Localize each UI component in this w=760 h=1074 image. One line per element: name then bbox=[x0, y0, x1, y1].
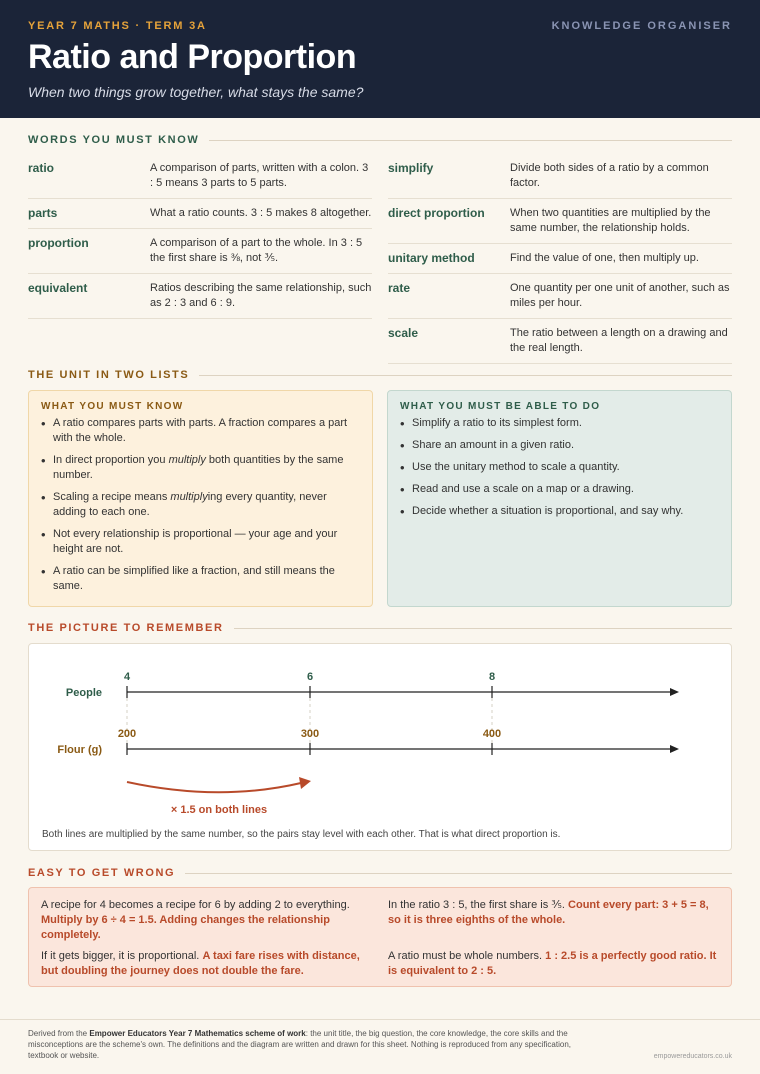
misconception-fix: 1 : 2.5 is a perfectly good ratio. It is equivalent to 2 : 5. bbox=[388, 950, 717, 977]
footer-post: : the unit title, the big question, the core knowledge, the core skills and the misconceptions are the scheme's own. The definitions and the diagram are written and drawn for this sheet. Nothing is reproduced from any specification, textbook or website. bbox=[28, 1029, 571, 1060]
section-picture-label: THE PICTURE TO REMEMBER bbox=[28, 622, 224, 634]
vocab-row bbox=[388, 244, 732, 274]
flour-axis-arrow-icon bbox=[670, 745, 679, 753]
vocab-definition: Divide both sides of a ratio by a common factor. bbox=[510, 162, 709, 189]
people-axis-label: People bbox=[65, 687, 102, 699]
misconception-item bbox=[388, 898, 723, 943]
section-divider bbox=[199, 375, 732, 376]
section-divider bbox=[209, 140, 732, 141]
vocab-row bbox=[388, 274, 732, 319]
proportion-diagram bbox=[28, 643, 732, 851]
vocab-term: rate bbox=[388, 281, 411, 295]
vocab-term: simplify bbox=[388, 161, 434, 175]
vocab-row bbox=[28, 274, 372, 319]
vocab-definition: What a ratio counts. 3 : 5 makes 8 altogether. bbox=[150, 207, 372, 219]
do-list bbox=[400, 416, 719, 519]
vocabulary-column-right bbox=[388, 154, 732, 364]
header bbox=[0, 0, 760, 118]
do-heading: WHAT YOU MUST BE ABLE TO DO bbox=[400, 401, 601, 412]
misconception-fix: Multiply by 6 ÷ 4 = 1.5. Adding changes the relationship completely. bbox=[41, 914, 330, 941]
people-tick-label: 6 bbox=[306, 671, 314, 683]
section-divider bbox=[185, 873, 732, 874]
people-axis-arrow-icon bbox=[670, 688, 679, 696]
know-box bbox=[28, 390, 373, 607]
know-item: • Scaling a recipe means multiplying every quantity, never adding to each one. bbox=[41, 490, 360, 520]
footer-note bbox=[28, 1028, 588, 1061]
know-item: • A ratio compares parts with parts. A fraction compares a part with the whole. bbox=[41, 416, 360, 446]
vocab-row bbox=[388, 319, 732, 364]
vocab-term: ratio bbox=[28, 161, 55, 175]
misconception-item bbox=[41, 898, 376, 943]
know-item: • Not every relationship is proportional — your age and your height are not. bbox=[41, 527, 360, 557]
flour-axis-label: Flour (g) bbox=[57, 744, 102, 756]
vocab-row bbox=[28, 154, 372, 199]
section-picture-heading bbox=[28, 622, 732, 634]
vocab-definition: The ratio between a length on a drawing and the real length. bbox=[510, 327, 728, 354]
know-heading: WHAT YOU MUST KNOW bbox=[41, 401, 184, 412]
misconception-text: A ratio must be whole numbers. bbox=[388, 950, 543, 962]
misconception-item bbox=[388, 949, 723, 979]
know-list bbox=[41, 416, 360, 594]
misconception-item bbox=[41, 949, 376, 979]
multiplier-arrowhead-icon bbox=[299, 777, 311, 789]
vocab-row bbox=[388, 154, 732, 199]
vocab-definition: Ratios describing the same relationship, such as 2 : 3 and 6 : 9. bbox=[150, 282, 372, 309]
section-unit-heading bbox=[28, 369, 732, 381]
misconceptions-box bbox=[28, 887, 732, 987]
double-number-line bbox=[29, 644, 731, 824]
misconception-fix: A taxi fare rises with distance, but doubling the journey does not double the fare. bbox=[41, 950, 360, 977]
do-item: • Use the unitary method to scale a quantity. bbox=[400, 460, 719, 475]
multiplier-label: × 1.5 on both lines bbox=[170, 804, 268, 816]
misconception-fix: Count every part: 3 + 5 = 8, so it is three eighths of the whole. bbox=[388, 899, 709, 926]
section-unit-label: THE UNIT IN TWO LISTS bbox=[28, 369, 190, 381]
multiplier-arrow bbox=[127, 782, 301, 792]
section-words-label: WORDS YOU MUST KNOW bbox=[28, 134, 200, 146]
vocab-definition: When two quantities are multiplied by the same number, the relationship holds. bbox=[510, 207, 711, 234]
misconception-text: If it gets bigger, it is proportional. bbox=[41, 950, 200, 962]
know-item: • In direct proportion you multiply both quantities by the same number. bbox=[41, 453, 360, 483]
vocab-definition: A comparison of a part to the whole. In 3 : 5 the first share is ⅜, not ⅗. bbox=[150, 237, 363, 264]
page-subtitle: When two things grow together, what stays the same? bbox=[28, 84, 364, 100]
do-item: • Share an amount in a given ratio. bbox=[400, 438, 719, 453]
vocabulary-column-left bbox=[28, 154, 372, 364]
misconception-text: A recipe for 4 becomes a recipe for 6 by adding 2 to everything. bbox=[41, 899, 350, 911]
know-item: • A ratio can be simplified like a fraction, and still means the same. bbox=[41, 564, 360, 594]
page-title: Ratio and Proportion bbox=[28, 38, 357, 76]
vocab-definition: A comparison of parts, written with a colon. 3 : 5 means 3 parts to 5 parts. bbox=[150, 162, 369, 189]
vocab-definition: Find the value of one, then multiply up. bbox=[510, 252, 699, 264]
do-item: • Read and use a scale on a map or a drawing. bbox=[400, 482, 719, 497]
footer-pre: Derived from the bbox=[28, 1029, 90, 1038]
people-tick-label: 8 bbox=[488, 671, 496, 683]
section-divider bbox=[234, 628, 733, 629]
vocab-term: proportion bbox=[28, 236, 89, 250]
misconceptions-grid bbox=[41, 898, 719, 979]
footer-divider bbox=[0, 1019, 760, 1020]
do-box bbox=[387, 390, 732, 607]
vocab-row bbox=[28, 199, 372, 229]
footer-site: empowereducators.co.uk bbox=[653, 1053, 732, 1060]
do-item: • Simplify a ratio to its simplest form. bbox=[400, 416, 719, 431]
vocab-row bbox=[388, 199, 732, 244]
section-wrong-label: EASY TO GET WRONG bbox=[28, 867, 176, 879]
vocab-term: scale bbox=[388, 326, 419, 340]
course-kicker: YEAR 7 MATHS · TERM 3A bbox=[28, 20, 207, 32]
vocab-row bbox=[28, 229, 372, 274]
misconception-text: In the ratio 3 : 5, the first share is ⅗. bbox=[388, 899, 565, 911]
diagram-caption: Both lines are multiplied by the same number, so the pairs stay level with each other. That is what direct proportion is. bbox=[42, 829, 561, 840]
vocab-term: equivalent bbox=[28, 281, 88, 295]
vocab-definition: One quantity per one unit of another, such as miles per hour. bbox=[510, 282, 730, 309]
organiser-label: KNOWLEDGE ORGANISER bbox=[551, 20, 732, 32]
do-item: • Decide whether a situation is proportional, and say why. bbox=[400, 504, 719, 519]
flour-tick-label: 400 bbox=[482, 728, 502, 740]
footer-source: Empower Educators Year 7 Mathematics scheme of work bbox=[89, 1029, 306, 1038]
people-tick-label: 4 bbox=[123, 671, 131, 683]
section-words-heading bbox=[28, 134, 732, 146]
flour-tick-label: 200 bbox=[117, 728, 137, 740]
flour-tick-label: 300 bbox=[300, 728, 320, 740]
vocab-term: parts bbox=[28, 206, 58, 220]
vocab-term: direct proportion bbox=[388, 206, 485, 220]
vocab-term: unitary method bbox=[388, 251, 475, 265]
vocabulary-table bbox=[28, 154, 732, 364]
section-wrong-heading bbox=[28, 867, 732, 879]
